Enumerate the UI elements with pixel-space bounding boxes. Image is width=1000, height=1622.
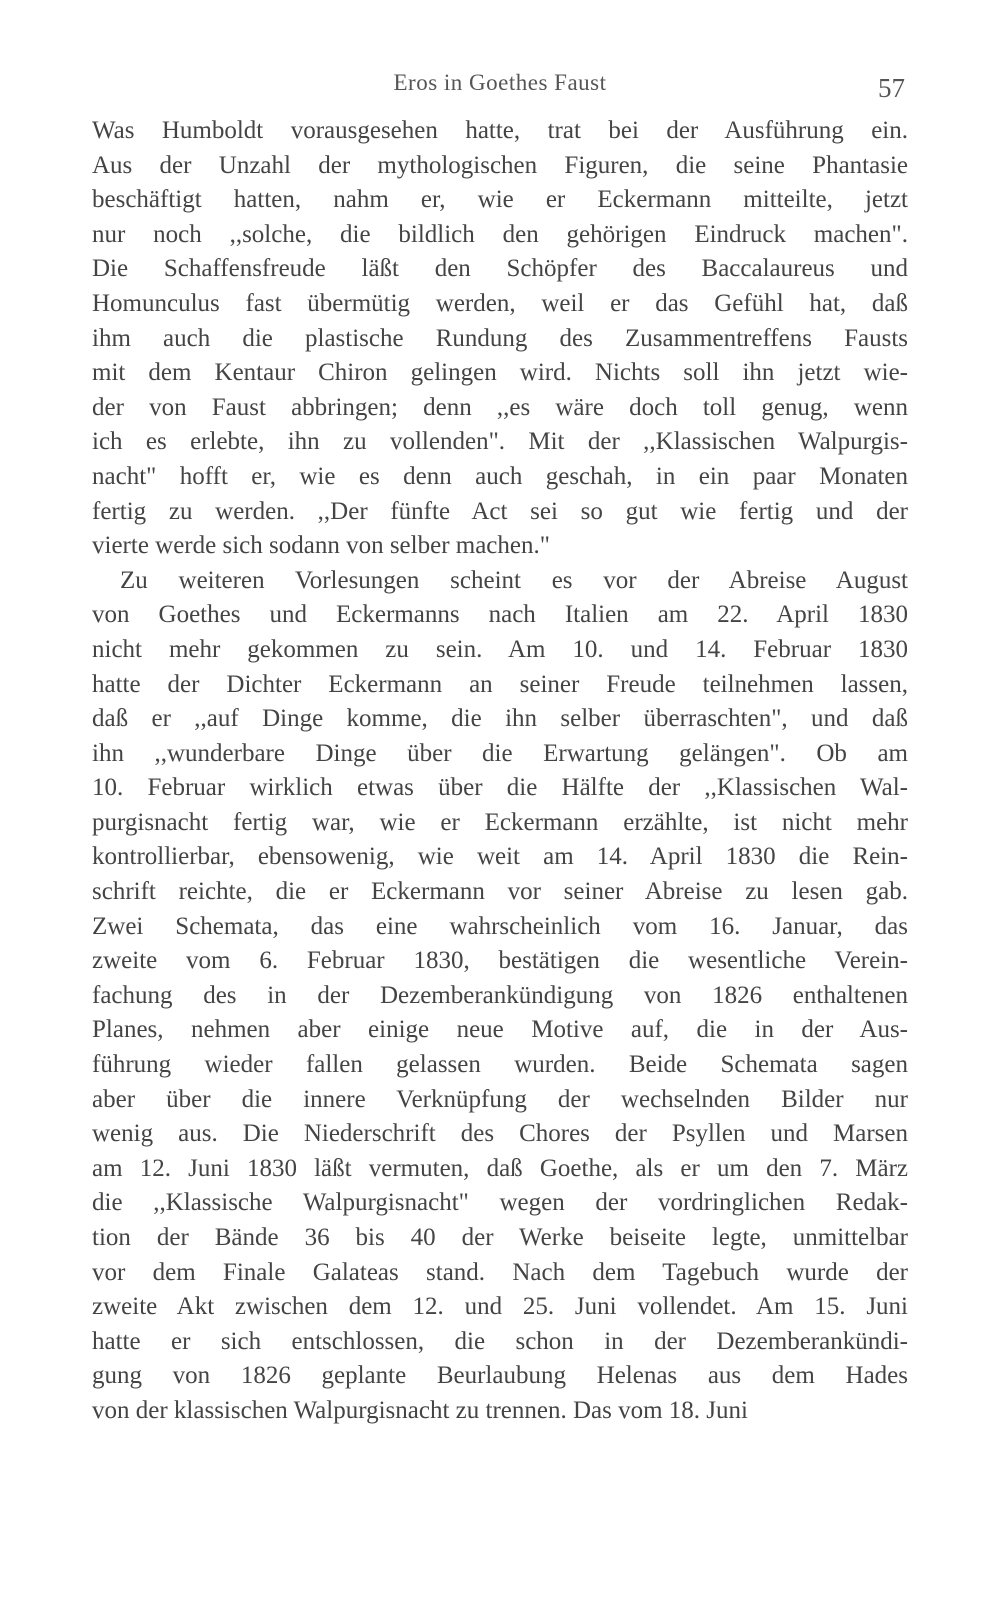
text-line: der von Faust abbringen; denn ,,es wäre doch toll genug, wenn [92,393,908,421]
text-line: wenig aus. Die Niederschrift des Chores der Psyllen und Marsen [92,1120,908,1148]
text-line: ihm auch die plastische Rundung des Zusammentreffens Fausts [92,324,908,352]
text-line: nur noch ,,solche, die bildlich den gehörigen Eindruck machen". [92,220,908,248]
running-title: Eros in Goethes Faust [393,70,607,95]
text-line: daß er ,,auf Dinge komme, die ihn selber überraschten", und daß [92,705,908,733]
text-line: Aus der Unzahl der mythologischen Figuren, die seine Phantasie [92,151,908,179]
text-line: von Goethes und Eckermanns nach Italien am 22. April 1830 [92,601,908,629]
text-line: mit dem Kentaur Chiron gelingen wird. Nichts soll ihn jetzt wie- [92,359,908,387]
text-line: beschäftigt hatten, nahm er, wie er Eckermann mitteilte, jetzt [92,186,908,214]
text-line: nicht mehr gekommen zu sein. Am 10. und 14. Februar 1830 [92,635,908,663]
text-line: Zu weiteren Vorlesungen scheint es vor der Abreise August [120,566,908,594]
text-line: aber über die innere Verknüpfung der wechselnden Bilder nur [92,1085,908,1113]
text-line: Zwei Schemata, das eine wahrscheinlich vom 16. Januar, das [92,912,908,940]
text-line: gung von 1826 geplante Beurlaubung Helenas aus dem Hades [92,1362,908,1390]
text-line: Die Schaffensfreude läßt den Schöpfer des Baccalaureus und [92,255,908,283]
text-line: Planes, nehmen aber einige neue Motive auf, die in der Aus- [92,1016,908,1044]
text-line: Homunculus fast übermütig werden, weil er das Gefühl hat, daß [92,289,908,317]
page-number: 57 [878,73,905,103]
text-line: führung wieder fallen gelassen wurden. Beide Schemata sagen [92,1051,908,1079]
text-line: zweite Akt zwischen dem 12. und 25. Juni vollendet. Am 15. Juni [92,1293,908,1321]
text-line: Was Humboldt vorausgesehen hatte, trat bei der Ausführung ein. [92,117,908,144]
text-line: ihn ,,wunderbare Dinge über die Erwartung gelängen". Ob am [92,739,908,767]
text-line: fachung des in der Dezemberankündigung von 1826 enthaltenen [92,981,908,1009]
text-line: am 12. Juni 1830 läßt vermuten, daß Goethe, als er um den 7. März [92,1154,908,1182]
text-line: hatte der Dichter Eckermann an seiner Freude teilnehmen lassen, [92,670,908,698]
text-line: die ,,Klassische Walpurgisnacht" wegen der vordringlichen Redak- [92,1189,908,1217]
text-line: kontrollierbar, ebensowenig, wie weit am 14. April 1830 die Rein- [92,843,908,871]
text-line: fertig zu werden. ,,Der fünfte Act sei so gut wie fertig und der [92,497,908,525]
text-line: 10. Februar wirklich etwas über die Hälfte der ,,Klassischen Wal- [92,774,908,802]
text-line: vor dem Finale Galateas stand. Nach dem Tagebuch wurde der [92,1258,908,1286]
text-line: purgisnacht fertig war, wie er Eckermann erzählte, ist nicht mehr [92,808,908,836]
text-line: nacht" hofft er, wie es denn auch geschah, in ein paar Monaten [92,462,908,490]
text-line: zweite vom 6. Februar 1830, bestätigen die wesentliche Verein- [92,947,908,975]
running-head [0,68,1000,102]
text-line: schrift reichte, die er Eckermann vor seiner Abreise zu lesen gab. [92,878,908,906]
text-line: tion der Bände 36 bis 40 der Werke beiseite legte, unmittelbar [92,1224,908,1251]
body-text [92,114,908,1429]
paragraph [92,564,908,1429]
text-line: hatte er sich entschlossen, die schon in der Dezemberankündi- [92,1327,908,1355]
paragraph [92,114,908,564]
text-line: von der klassischen Walpurgisnacht zu trennen. Das vom 18. Juni [92,1396,748,1424]
text-line: vierte werde sich sodann von selber machen." [92,532,550,560]
text-line: ich es erlebte, ihn zu vollenden". Mit der ,,Klassischen Walpurgis- [92,428,908,456]
